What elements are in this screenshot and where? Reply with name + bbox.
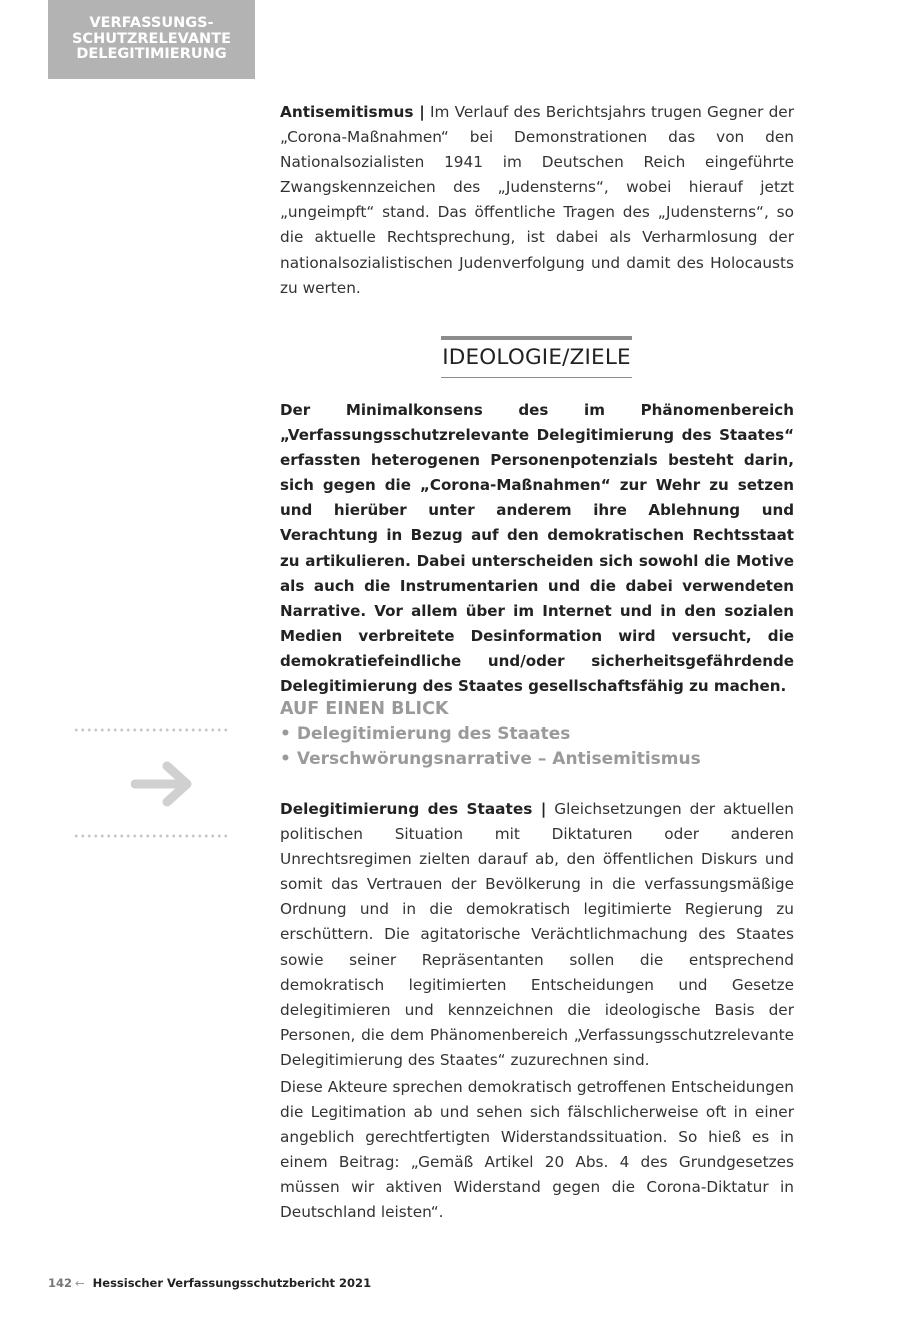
- at-a-glance-list: [280, 722, 794, 772]
- at-a-glance-box: [280, 697, 794, 772]
- lead-paragraph: Der Minimalkonsens des im Phänomenbereich „Verfassungsschutzrelevante Delegitimierung des Staates“ erfassten heterogenen Personenpotenzials besteht darin, sich gegen die „Corona-Maßnahmen“ zur Wehr zu setzen und hierüber unter anderem ihre Ablehnung und Verachtung in Bezug auf den demokratischen Rechtsstaat zu artikulieren. Dabei unterscheiden sich sowohl die Motive als auch die Instrumentarien und die dabei verwendeten Narrative. Vor allem über im Internet und in den sozialen Medien verbreitete Desinformation wird versucht, die demokratiefeindliche und/oder sicherheitsgefährdende Delegitimierung des Staates gesellschaftsfähig zu machen.: [280, 401, 794, 696]
- dotted-divider-top: [73, 728, 229, 732]
- section-heading: IDEOLOGIE/ZIELE: [441, 336, 632, 378]
- paragraph-akteure: Diese Akteure sprechen demokratisch getroffenen Entscheidungen die Legitimation ab und sehen sich fälschlicherweise oft in einer angeblich gerechtfertigten Widerstandssituation. So hieß es in einem Beitrag: „Gemäß Artikel 20 Abs. 4 des Grundgesetzes müssen wir aktiven Widerstand gegen die Corona-Diktatur in Deutschland leisten“.: [280, 1078, 794, 1222]
- arrow-right-icon: [131, 758, 197, 810]
- dotted-divider-bottom: [73, 834, 229, 838]
- section-tab-line-2: SCHUTZRELEVANTE: [71, 30, 231, 47]
- paragraph-text: Im Verlauf des Berichtsjahrs trugen Gegner der „Corona-Maßnahmen“ bei Demonstrationen das von den Nationalsozialisten 1941 im Deutschen Reich eingeführte Zwangskennzeichen des „Judensterns“, wobei hierauf jetzt „ungeimpft“ stand. Das öffentliche Tragen des „Judensterns“, so die aktuelle Rechtsprechung, ist dabei als Verharmlosung der nationalsozialistischen Judenverfolgung und damit des Holocausts zu werten.: [280, 103, 794, 297]
- back-arrow-icon[interactable]: ←: [75, 1276, 85, 1290]
- list-item: • Delegitimierung des Staates: [280, 722, 794, 747]
- paragraph-antisemitismus: [280, 100, 794, 301]
- section-tab: [48, 0, 255, 79]
- section-tab-line-1: VERFASSUNGS-: [89, 15, 214, 31]
- list-item: • Verschwörungsnarrative – Antisemitismus: [280, 747, 794, 772]
- section-tab-line-3: DELEGITIMIERUNG: [76, 46, 227, 62]
- paragraph-text: Gleichsetzungen der aktuellen politischen Situation mit Diktaturen oder anderen Unrechtsregimen zielten darauf ab, den öffentlichen Diskurs und somit das Vertrauen der Bevölkerung in die verfassungsmäßige Ordnung und in die demokratisch legitimierte Regierung zu erschüttern. Die agitatorische Verächtlichmachung des Staates sowie seiner Repräsentanten sollen die entsprechend demokratisch legitimierten Entscheidungen und Gesetze delegitimieren und kennzeichnen die ideologische Basis der Personen, die dem Phänomenbereich „Verfassungsschutzrelevante Delegitimierung des Staates“ zuzurechnen sind.: [280, 800, 794, 1069]
- paragraph-delegitimierung: [280, 797, 794, 1073]
- at-a-glance-title: AUF EINEN BLICK: [280, 699, 449, 719]
- page-number: 142: [48, 1276, 73, 1290]
- paragraph-label: Delegitimierung des Staates |: [280, 800, 547, 818]
- page-footer: [48, 1276, 371, 1290]
- paragraph-label: Antisemitismus |: [280, 103, 425, 121]
- report-title: Hessischer Verfassungsschutzbericht 2021: [92, 1276, 372, 1290]
